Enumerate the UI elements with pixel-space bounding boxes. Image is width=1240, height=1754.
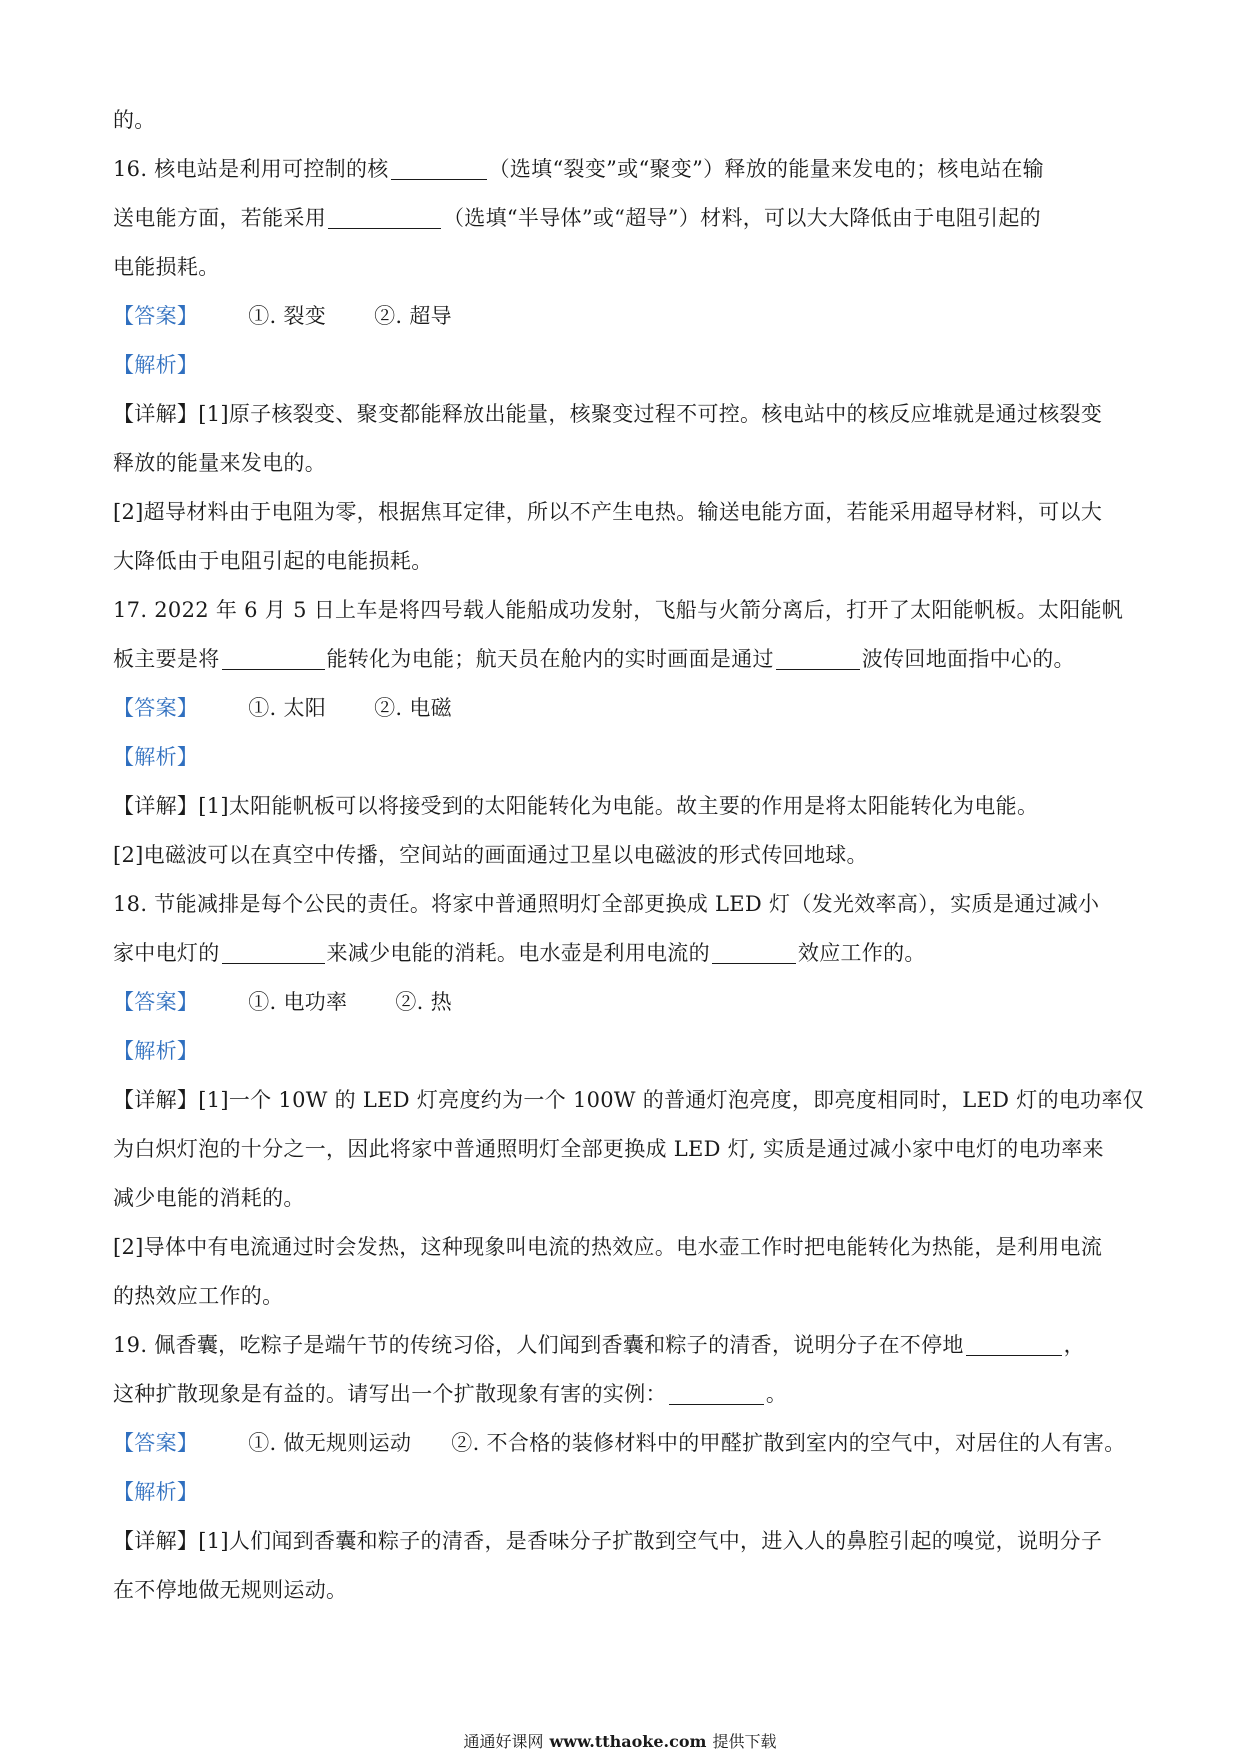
- text-line: [113, 1125, 1133, 1174]
- text-line: [113, 1223, 1133, 1272]
- question-17-line-1: [113, 586, 1133, 635]
- text: 减少电能的消耗的。: [113, 1186, 305, 1210]
- page-footer: [0, 1729, 1240, 1752]
- text-line: [113, 537, 1133, 586]
- question-19-line-2: [113, 1370, 1133, 1419]
- answer-row: [113, 978, 1133, 1027]
- text: 18. 节能减排是每个公民的责任。将家中普通照明灯全部更换成 LED 灯（发光效率高），实质是通过减小: [113, 892, 1100, 916]
- analysis-tag-row: [113, 341, 1133, 390]
- answer-item: ②. 电磁: [374, 696, 452, 720]
- answer-blank: [669, 1380, 764, 1405]
- question-16-line-2: [113, 194, 1133, 243]
- analysis-tag: 【解析】: [113, 353, 199, 377]
- question-19-line-1: [113, 1321, 1133, 1370]
- text: [2]超导材料由于电阻为零，根据焦耳定律，所以不产生电热。输送电能方面，若能采用超导材料，可以大: [113, 500, 1103, 524]
- text: （选填“半导体”或“超导”）材料，可以大大降低由于电阻引起的: [443, 206, 1041, 230]
- text: 板主要是将: [113, 647, 220, 671]
- text: 的热效应工作的。: [113, 1284, 284, 1308]
- footer-site-name: 通通好课网: [463, 1732, 544, 1751]
- text-line: [113, 1566, 1133, 1615]
- text: 波传回地面指中心的。: [861, 647, 1075, 671]
- text: ，: [1063, 1333, 1085, 1357]
- text: [2]导体中有电流通过时会发热，这种现象叫电流的热效应。电水壶工作时把电能转化为热能，是利用电流: [113, 1235, 1103, 1259]
- answer-row: [113, 292, 1133, 341]
- text-line: [113, 96, 1133, 145]
- answer-item: ②. 热: [395, 990, 452, 1014]
- footer-download-text: 提供下载: [712, 1732, 777, 1751]
- text: 家中电灯的: [113, 941, 220, 965]
- text: （选填“裂变”或“聚变”）释放的能量来发电的；核电站在输: [488, 157, 1044, 181]
- text: 【详解】[1]太阳能帆板可以将接受到的太阳能转化为电能。故主要的作用是将太阳能转化为电能。: [113, 794, 1039, 818]
- text: 19. 佩香囊，吃粽子是端午节的传统习俗，人们闻到香囊和粽子的清香，说明分子在不停地: [113, 1333, 964, 1357]
- analysis-tag-row: [113, 1027, 1133, 1076]
- answer-item: ②. 不合格的装修材料中的甲醛扩散到室内的空气中，对居住的人有害。: [451, 1431, 1126, 1455]
- text: 在不停地做无规则运动。: [113, 1578, 348, 1602]
- analysis-tag-row: [113, 733, 1133, 782]
- answer-blank: [222, 645, 325, 670]
- analysis-tag-row: [113, 1468, 1133, 1517]
- answer-item: ①. 太阳: [248, 696, 327, 720]
- analysis-tag: 【解析】: [113, 1039, 199, 1063]
- text: 为白炽灯泡的十分之一，因此将家中普通照明灯全部更换成 LED 灯, 实质是通过减小家中电灯的电功率来: [113, 1137, 1104, 1161]
- text: 16. 核电站是利用可控制的核: [113, 157, 389, 181]
- text-line: [113, 488, 1133, 537]
- answer-blank: [712, 939, 796, 964]
- text: 来减少电能的消耗。电水壶是利用电流的: [326, 941, 710, 965]
- text-line: [113, 831, 1133, 880]
- question-16-line-1: [113, 145, 1133, 194]
- text-line: [113, 439, 1133, 488]
- answer-tag: 【答案】: [113, 1431, 199, 1455]
- answer-item: ①. 电功率: [248, 990, 348, 1014]
- text-line: [113, 1272, 1133, 1321]
- text: 电能损耗。: [113, 255, 220, 279]
- text-line: [113, 1517, 1133, 1566]
- answer-tag: 【答案】: [113, 304, 199, 328]
- text-line: [113, 1174, 1133, 1223]
- analysis-tag: 【解析】: [113, 745, 199, 769]
- question-18-line-2: [113, 929, 1133, 978]
- text: 【详解】[1]人们闻到香囊和粽子的清香，是香味分子扩散到空气中，进入人的鼻腔引起的嗅觉，说明分子: [113, 1529, 1103, 1553]
- text-line: [113, 1076, 1145, 1125]
- text: 效应工作的。: [797, 941, 926, 965]
- answer-blank: [776, 645, 860, 670]
- text: 【详解】[1]一个 10W 的 LED 灯亮度约为一个 100W 的普通灯泡亮度，即亮度相同时，LED 灯的电功率仅: [113, 1088, 1145, 1112]
- answer-tag: 【答案】: [113, 696, 199, 720]
- text: 17. 2022 年 6 月 5 日上车是将四号载人能船成功发射，飞船与火箭分离后，打开了太阳能帆板。太阳能帆: [113, 598, 1124, 622]
- text: [2]电磁波可以在真空中传播，空间站的画面通过卫星以电磁波的形式传回地球。: [113, 843, 868, 867]
- answer-item: ①. 裂变: [248, 304, 327, 328]
- question-16-line-3: [113, 243, 1133, 292]
- question-18-line-1: [113, 880, 1133, 929]
- answer-row: [113, 684, 1133, 733]
- text: 【详解】[1]原子核裂变、聚变都能释放出能量，核聚变过程不可控。核电站中的核反应堆就是通过核裂变: [113, 402, 1103, 426]
- text: 大降低由于电阻引起的电能损耗。: [113, 549, 433, 573]
- answer-blank: [328, 204, 441, 229]
- text: 送电能方面，若能采用: [113, 206, 326, 230]
- answer-row: [113, 1419, 1133, 1468]
- text: 。: [765, 1382, 788, 1406]
- text: 这种扩散现象是有益的。请写出一个扩散现象有害的实例：: [113, 1382, 667, 1406]
- analysis-tag: 【解析】: [113, 1480, 199, 1504]
- answer-tag: 【答案】: [113, 990, 199, 1014]
- answer-blank: [391, 155, 487, 180]
- answer-blank: [222, 939, 325, 964]
- text: 释放的能量来发电的。: [113, 451, 326, 475]
- text: 的。: [113, 108, 156, 132]
- document-page: [113, 96, 1145, 1615]
- text-line: [113, 782, 1133, 831]
- footer-url[interactable]: www.tthaoke.com: [549, 1732, 707, 1751]
- question-17-line-2: [113, 635, 1133, 684]
- answer-item: ①. 做无规则运动: [248, 1431, 412, 1455]
- text-line: [113, 390, 1133, 439]
- answer-item: ②. 超导: [374, 304, 452, 328]
- text: 能转化为电能；航天员在舱内的实时画面是通过: [326, 647, 774, 671]
- answer-blank: [966, 1331, 1062, 1356]
